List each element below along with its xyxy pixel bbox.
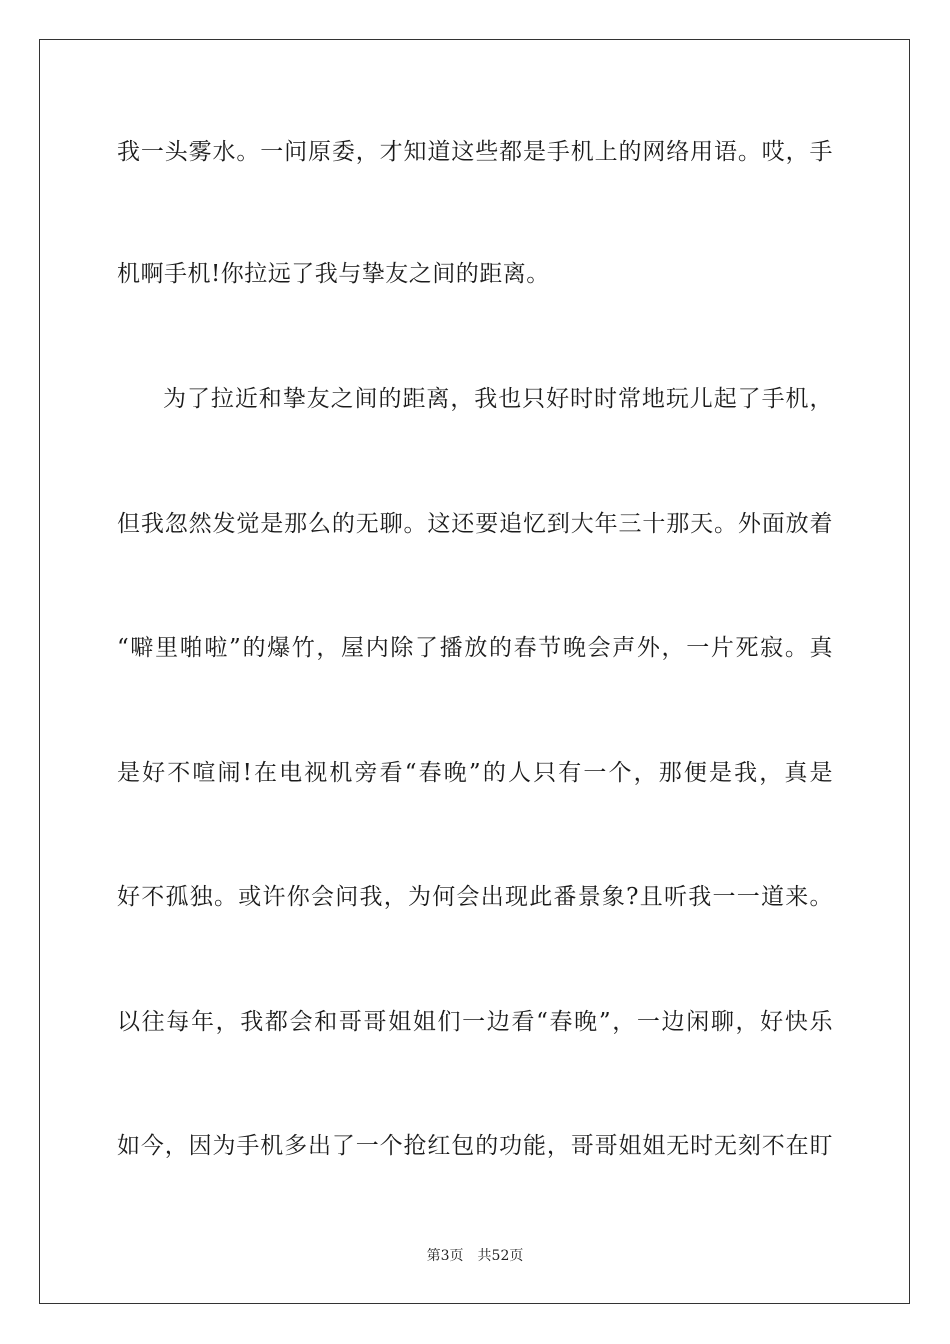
page-footer	[0, 1246, 950, 1266]
text-line-9: 如今，因为手机多出了一个抢红包的功能，哥哥姐姐无时无刻不在盯	[117, 1133, 833, 1159]
page-number: 第3页	[426, 1248, 464, 1264]
text-line-5: “噼里啪啦”的爆竹，屋内除了播放的春节晚会声外，一片死寂。真	[117, 635, 833, 661]
text-line-8: 以往每年，我都会和哥哥姐姐们一边看“春晚”，一边闲聊，好快乐	[117, 1009, 833, 1035]
text-line-3: 为了拉近和挚友之间的距离，我也只好时时常地玩儿起了手机，	[163, 386, 833, 412]
text-line-7: 好不孤独。或许你会问我，为何会出现此番景象?且听我一一道来。	[117, 884, 833, 910]
text-line-2: 机啊手机!你拉远了我与挚友之间的距离。	[117, 261, 550, 287]
page-border	[39, 39, 910, 1304]
total-pages: 共52页	[477, 1248, 524, 1264]
text-line-4: 但我忽然发觉是那么的无聊。这还要追忆到大年三十那天。外面放着	[117, 511, 833, 537]
text-line-1: 我一头雾水。一问原委，才知道这些都是手机上的网络用语。哎，手	[117, 139, 833, 165]
text-line-6: 是好不喧闹!在电视机旁看“春晚”的人只有一个，那便是我，真是	[117, 760, 833, 786]
